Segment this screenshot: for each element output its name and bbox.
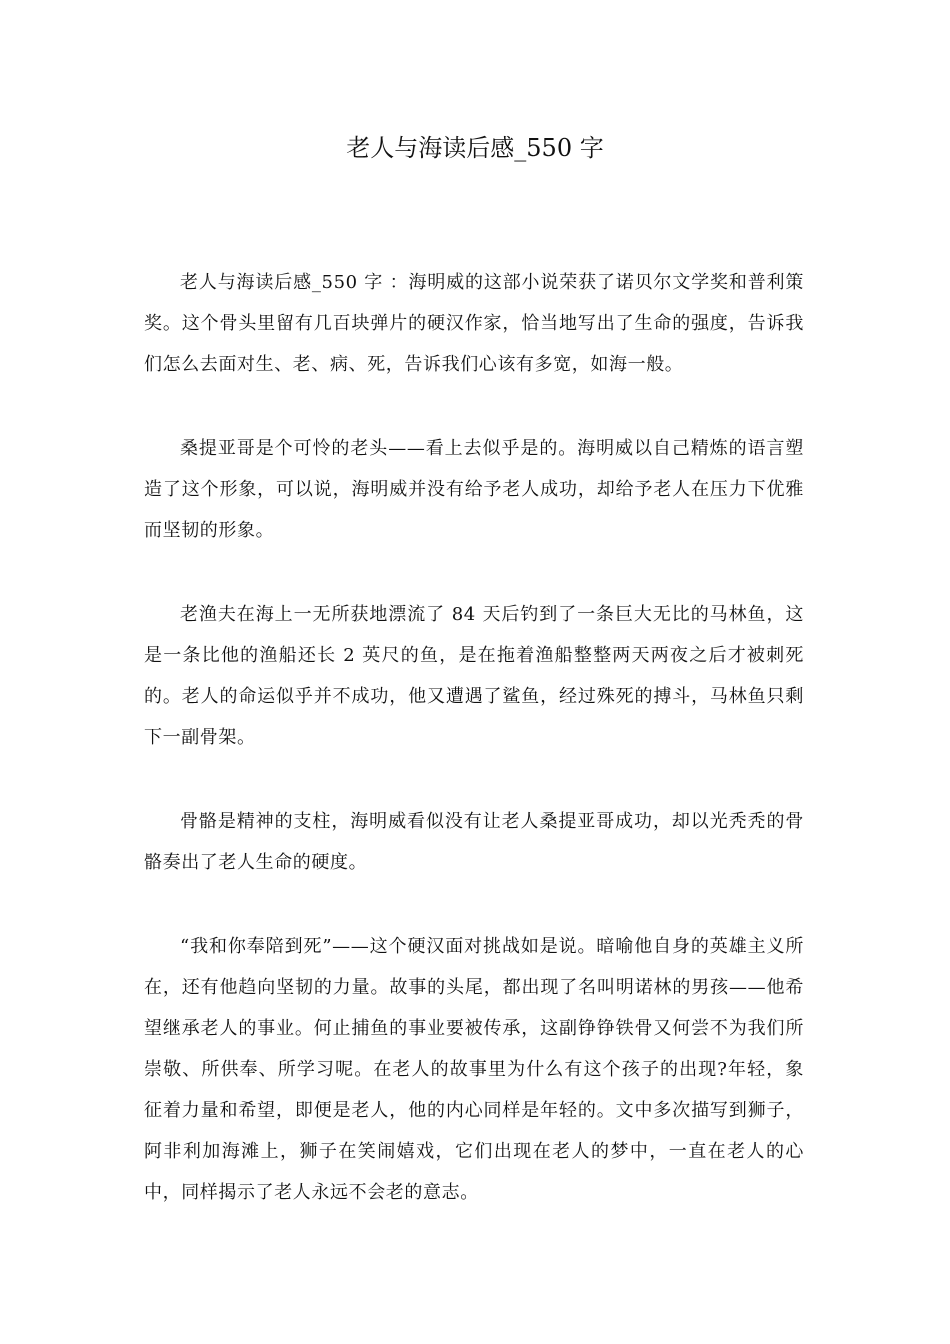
paragraph-marlin: 老渔夫在海上一无所获地漂流了 84 天后钓到了一条巨大无比的马林鱼，这是一条比他的渔船还长 2 英尺的鱼，是在拖着渔船整整两天两夜之后才被刺死的。老人的命运似乎并不成功，他又遭遇了鲨鱼，经过殊死的搏斗，马林鱼只剩下一副骨架。 xyxy=(144,604,804,748)
document-body xyxy=(144,262,804,1213)
paragraph-skeleton: 骨骼是精神的支柱，海明威看似没有让老人桑提亚哥成功，却以光秃秃的骨骼奏出了老人生命的硬度。 xyxy=(144,811,804,873)
paragraph-spirit: “我和你奉陪到死”——这个硬汉面对挑战如是说。暗喻他自身的英雄主义所在，还有他趋向坚韧的力量。故事的头尾，都出现了名叫明诺林的男孩——他希望继承老人的事业。何止捕鱼的事业要被传承，这副铮铮铁骨又何尝不为我们所崇敬、所供奉、所学习呢。在老人的故事里为什么有这个孩子的出现?年轻，象征着力量和希望，即便是老人，他的内心同样是年轻的。文中多次描写到狮子，阿非利加海滩上，狮子在笑闹嬉戏，它们出现在老人的梦中，一直在老人的心中，同样揭示了老人永远不会老的意志。 xyxy=(144,936,804,1203)
paragraph-santiago: 桑提亚哥是个可怜的老头——看上去似乎是的。海明威以自己精炼的语言塑造了这个形象，可以说，海明威并没有给予老人成功，却给予老人在压力下优雅而坚韧的形象。 xyxy=(144,438,804,541)
document-title: 老人与海读后感_550 字 xyxy=(346,134,604,162)
paragraph-intro: 老人与海读后感_550 字 ：海明威的这部小说荣获了诺贝尔文学奖和普利策奖。这个骨头里留有几百块弹片的硬汉作家，恰当地写出了生命的强度，告诉我们怎么去面对生、老、病、死，告诉我们心该有多宽，如海一般。 xyxy=(144,272,804,375)
